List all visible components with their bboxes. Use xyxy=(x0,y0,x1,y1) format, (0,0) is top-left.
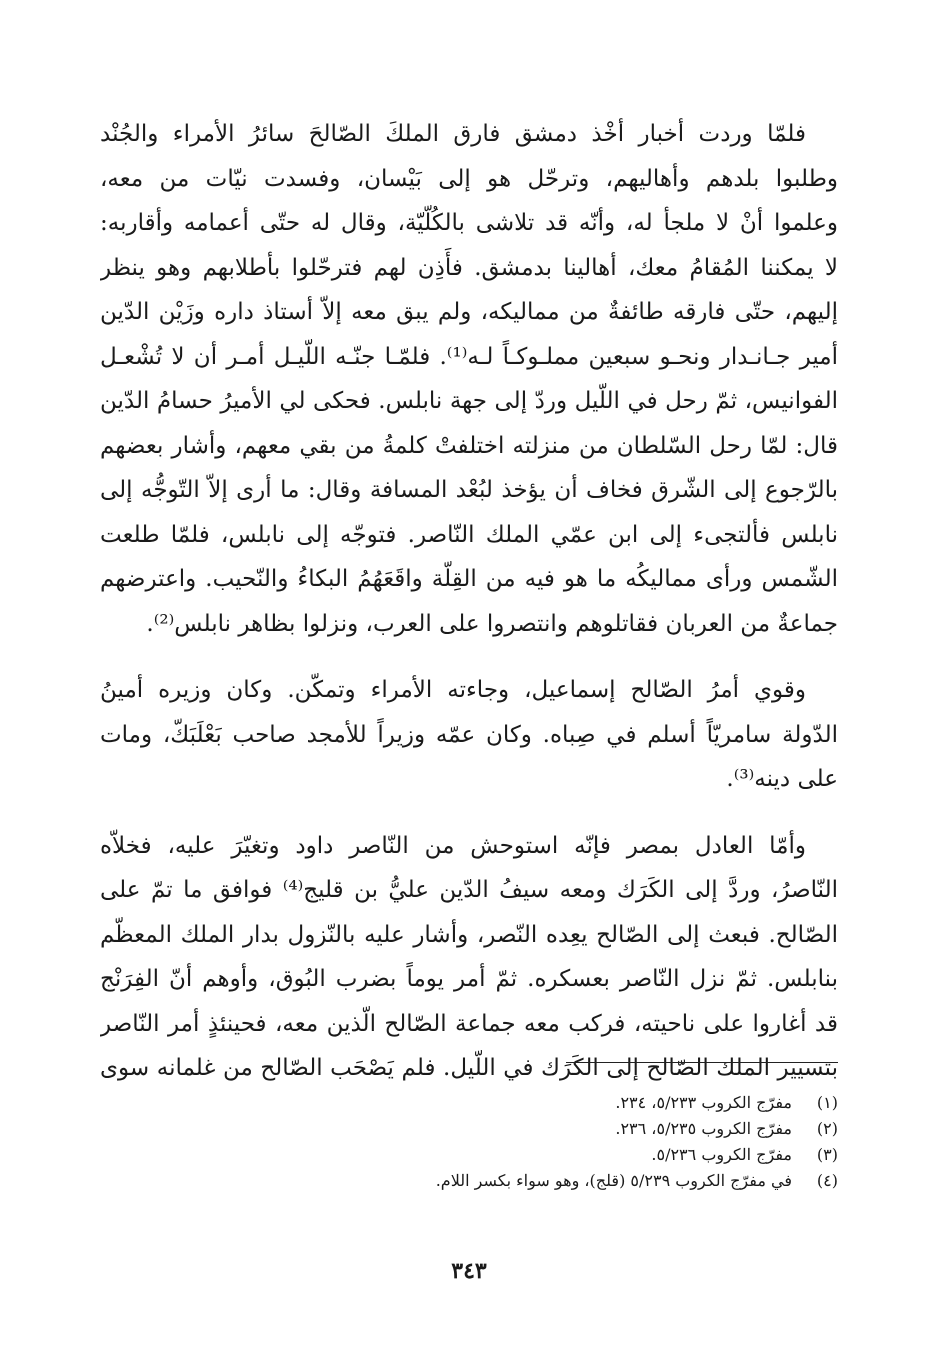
footnote-number: (٤) xyxy=(816,1171,838,1190)
footnote-text: مفرّج الكروب ٥/٢٣٣، ٢٣٤. xyxy=(615,1093,792,1112)
text-line: وعلموا أنْ لا ملجأ له، وأنّه قد تلاشى بالكُلّيّة، وقال له حتّى أعمامه وأقاربه: xyxy=(100,210,838,236)
text-line: أمير جـانـدار ونحـو سبعين مملـوكـاً لـه⁽¹⁾. فلمّـا جنّـه اللّيـل أمـر أن لا تُشْعـل xyxy=(100,343,838,370)
text-line: الدّولة سامريّاً أسلم في صِباه. وكان عمّه وزيراً للأمجد صاحب بَعْلَبَكّ، ومات xyxy=(100,721,838,748)
text-line: لا يمكننا المُقامُ معك، أهالينا بدمشق. فأَذِن لهم فترحّلوا بأطلابهم وهو ينظر xyxy=(100,254,838,281)
footnote-item xyxy=(100,1090,838,1116)
footnote-number: (٣) xyxy=(816,1145,838,1164)
paragraph-3 xyxy=(100,824,838,1091)
footnote-text: مفرّج الكروب ٥/٢٣٦. xyxy=(651,1145,792,1164)
text-line: جماعةٌ من العربان فقاتلوهم وانتصروا على العرب، ونزلوا بظاهر نابلس⁽²⁾. xyxy=(146,610,838,637)
text-line: النّاصرُ، وردَّ إلى الكَرَك ومعه سيفُ الدّين عليُّ بن قليج⁽⁴⁾ فوافق ما تمّ على xyxy=(100,877,838,903)
paragraph-1 xyxy=(100,112,838,646)
text-line: الشّمس ورأى مماليكُه ما هو فيه من القِلّة واقَعَهُمُ البكاءُ والنّحيب. واعترضهم xyxy=(100,566,838,592)
text-line: إليهم، حتّى فارقه طائفةٌ من مماليكه، ولم يبق معه إلاّ أستاذ داره وزَيْن الدّين xyxy=(100,299,838,325)
text-line: بالرّجوع إلى الشّرق فخاف أن يؤخذ لبُعْد المسافة وقال: ما أرى إلاّ التّوجُّه إلى xyxy=(100,477,838,503)
text-line: الصّالح. فبعث إلى الصّالح يعِده النّصر، وأشار عليه بالنّزول بدار الملك المعظّم xyxy=(100,921,838,948)
footnote-number: (٢) xyxy=(816,1119,838,1138)
main-text xyxy=(100,112,838,1113)
text-line: فلمّا وردت أخبار أخْذ دمشق فارق الملكَ الصّالحَ سائرُ الأمراء والجُنْد xyxy=(100,121,806,147)
text-line: نابلس فألتجىء إلى ابن عمّي الملك النّاصر. فتوجّه إلى نابلس، فلمّا طلعت xyxy=(100,521,838,548)
footnotes xyxy=(100,1090,838,1194)
page-number: ٣٤٣ xyxy=(451,1258,487,1284)
footnote-text: مفرّج الكروب ٥/٢٣٥، ٢٣٦. xyxy=(615,1119,792,1138)
text-line: وطلبوا بلدهم وأهاليهم، وترحّل هو إلى بَيْسان، وفسدت نيّات من معه، xyxy=(100,165,838,192)
footnote-text: في مفرّج الكروب ٥/٢٣٩ (قلج)، وهو سواء بكسر اللام. xyxy=(435,1171,792,1190)
footnote-item xyxy=(100,1168,838,1194)
text-line: بتسيير الملك الصّالح إلى الكَرَك في اللّيل. فلم يَصْحَب الصّالح من غلمانه سوى xyxy=(100,1055,838,1081)
text-line: قال: لمّا رحل السّلطان من منزلته اختلفتْ كلمةُ من بقي معهم، وأشار بعضهم xyxy=(100,432,838,459)
text-line: بنابلس. ثمّ نزل النّاصر بعسكره. ثمّ أمر يوماً بضرب البُوق، وأوهم أنّ الفِرَنْج xyxy=(100,966,838,992)
text-line: وأمّا العادل بمصر فإنّه استوحش من النّاصر داود وتغيّرَ عليه، فخلاّه xyxy=(100,832,806,859)
footnote-item xyxy=(100,1142,838,1168)
footnote-number: (١) xyxy=(816,1093,838,1112)
text-line: على دينه⁽³⁾. xyxy=(726,766,838,792)
text-line: الفوانيس، ثمّ رحل في اللّيل وردّ إلى جهة نابلس. فحكى لي الأميرُ حسامُ الدّين xyxy=(100,388,838,414)
footnote-separator xyxy=(566,1062,838,1063)
footnote-item xyxy=(100,1116,838,1142)
text-line: وقوي أمرُ الصّالح إسماعيل، وجاءته الأمراء وتمكّن. وكان وزيره أمينُ xyxy=(100,677,806,703)
text-line: قد أغاروا على ناحيته، فركب معه جماعة الصّالح الّذين معه، فحينئذٍ أمر النّاصر xyxy=(100,1010,838,1037)
paragraph-2 xyxy=(100,668,838,802)
